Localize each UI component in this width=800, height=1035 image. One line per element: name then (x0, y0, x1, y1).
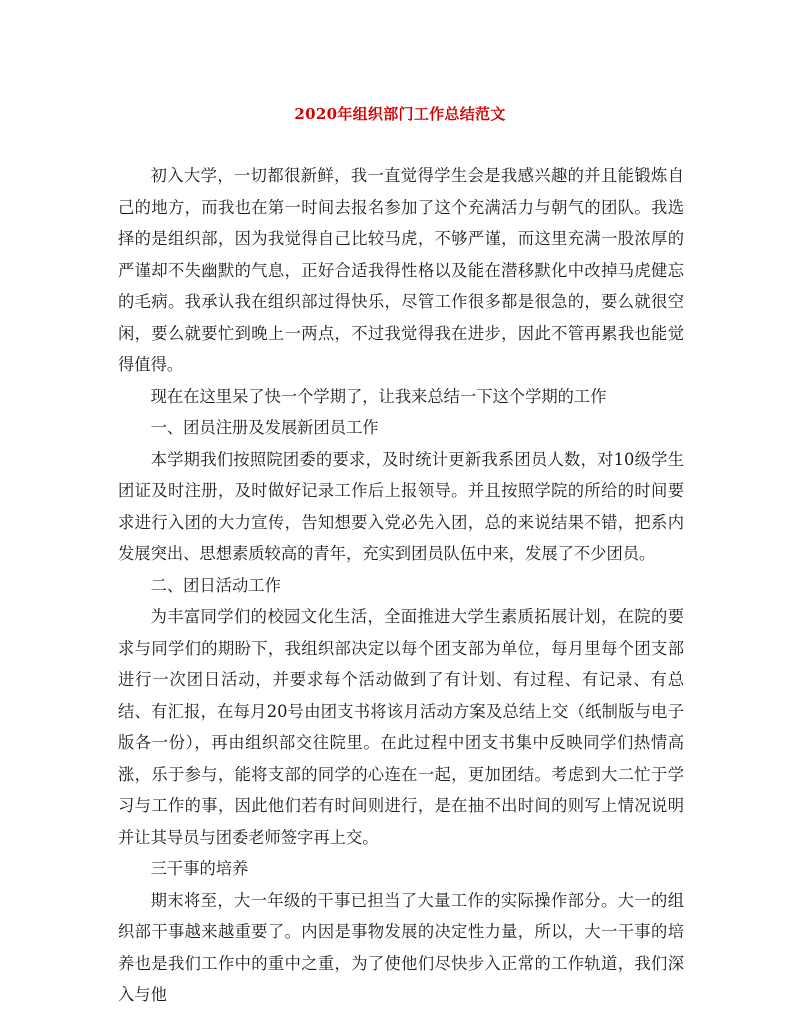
paragraph-staff-training: 期末将至，大一年级的干事已担当了大量工作的实际操作部分。大一的组织部干事越来越重要了。内因是事物发展的决定性力量，所以，大一干事的培养也是我们工作中的重中之重，为了使他们尽快步入正常的工作轨道，我们深入与他 (118, 890, 684, 1004)
document-body (118, 160, 684, 1011)
paragraph-intro: 初入大学，一切都很新鲜，我一直觉得学生会是我感兴趣的并且能锻炼自己的地方，而我也在第一时间去报名参加了这个充满活力与朝气的团队。我选择的是组织部，因为我觉得自己比较马虎，不够严谨，而这里充满一股浓厚的严谨却不失幽默的气息，正好合适我得性格以及能在潜移默化中改掉马虎健忘的毛病。我承认我在组织部过得快乐，尽管工作很多都是很急的，要么就很空闲，要么就要忙到晚上一两点，不过我觉得我在进步，因此不管再累我也能觉得值得。 (118, 166, 684, 374)
document-title: 2020年组织部门工作总结范文 (294, 105, 506, 123)
section-heading-member-registration: 一、团员注册及发展新团员工作 (150, 418, 379, 437)
paragraph-member-registration: 本学期我们按照院团委的要求，及时统计更新我系团员人数，对10级学生团证及时注册，及时做好记录工作后上报领导。并且按照学院的所给的时间要求进行入团的大力宣传，告知想要入党必先入团，总的来说结果不错，把系内发展突出、思想素质较高的青年，充实到团员队伍中来，发展了不少团员。 (118, 449, 684, 563)
paragraph-league-day: 为丰富同学们的校园文化生活，全面推进大学生素质拓展计划，在院的要求与同学们的期盼下，我组织部决定以每个团支部为单位，每月里每个团支部进行一次团日活动，并要求每个活动做到了有计划、有过程、有记录、有总结、有汇报，在每月20号由团支书将该月活动方案及总结上交（纸制版与电子版各一份），再由组织部交往院里。在此过程中团支书集中反映同学们热情高涨，乐于参与，能将支部的同学的心连在一起，更加团结。考虑到大二忙于学习与工作的事，因此他们若有时间则进行，是在抽不出时间的则写上情况说明并让其导员与团委老师签字再上交。 (118, 607, 684, 847)
section-heading-staff-training: 三干事的培养 (150, 859, 249, 878)
paragraph-summary-lead: 现在在这里呆了快一个学期了，让我来总结一下这个学期的工作 (150, 386, 607, 406)
section-heading-league-day: 二、团日活动工作 (150, 575, 281, 595)
